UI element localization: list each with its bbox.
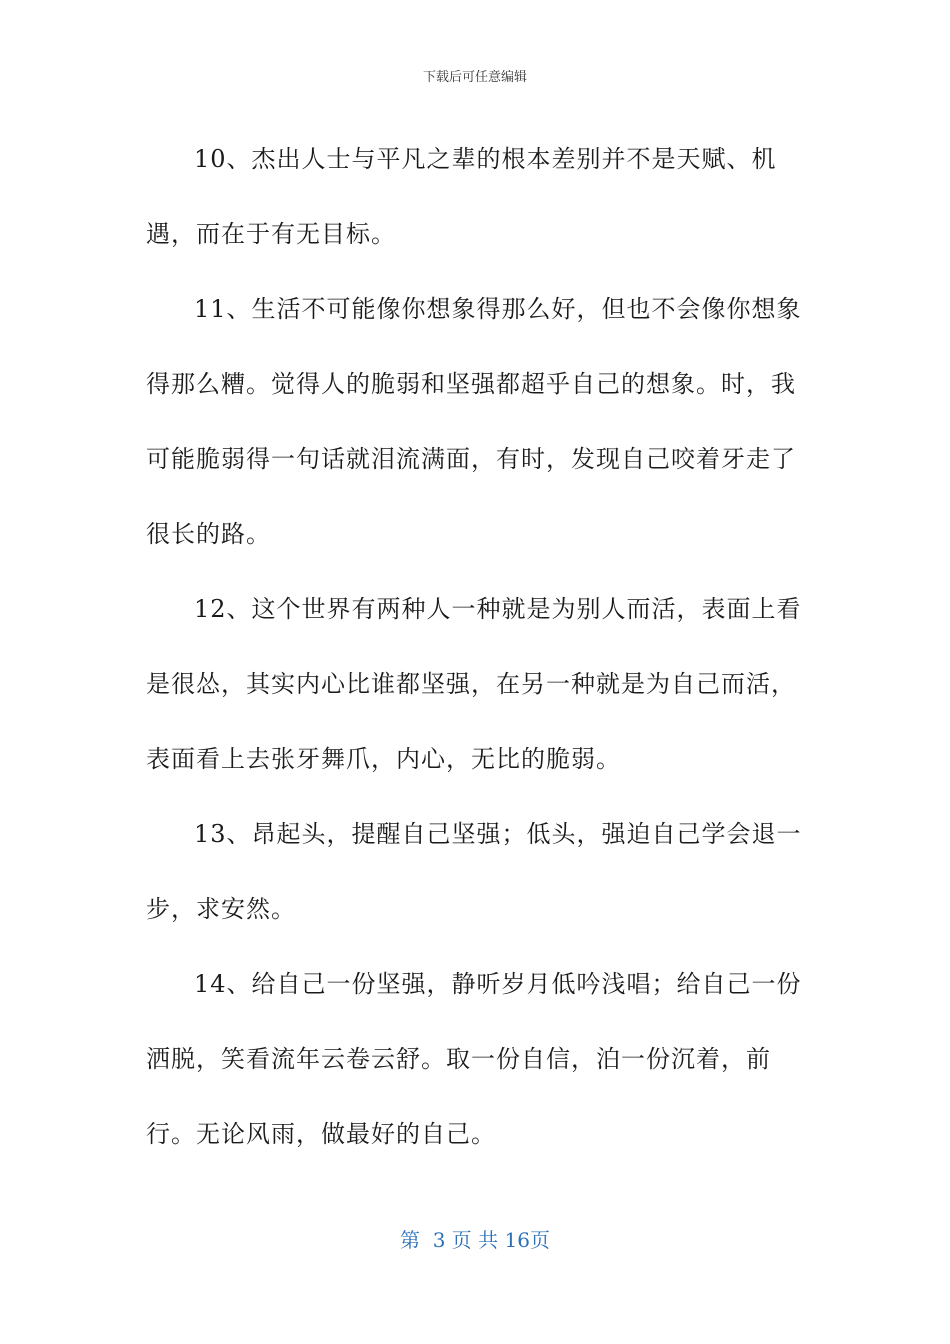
document-body bbox=[146, 122, 806, 1172]
page-number-footer: 第 3 页 共 16页 bbox=[400, 1228, 550, 1252]
paragraph-11: 11、生活不可能像你想象得那么好，但也不会像你想象得那么糟。觉得人的脆弱和坚强都超乎自己的想象。时，我可能脆弱得一句话就泪流满面，有时，发现自己咬着牙走了很长的路。 bbox=[146, 295, 802, 548]
paragraph-13: 13、昂起头，提醒自己坚强；低头，强迫自己学会退一步，求安然。 bbox=[146, 820, 802, 923]
paragraph-12: 12、这个世界有两种人一种就是为别人而活，表面上看是很怂，其实内心比谁都坚强，在另一种就是为自己而活，表面看上去张牙舞爪，内心，无比的脆弱。 bbox=[146, 595, 802, 773]
paragraph-10: 10、杰出人士与平凡之辈的根本差别并不是天赋、机遇，而在于有无目标。 bbox=[146, 145, 777, 248]
paragraph-14: 14、给自己一份坚强，静听岁月低吟浅唱；给自己一份洒脱，笑看流年云卷云舒。取一份自信，泊一份沉着，前行。无论风雨，做最好的自己。 bbox=[146, 970, 802, 1148]
header-note: 下载后可任意编辑 bbox=[422, 70, 527, 85]
